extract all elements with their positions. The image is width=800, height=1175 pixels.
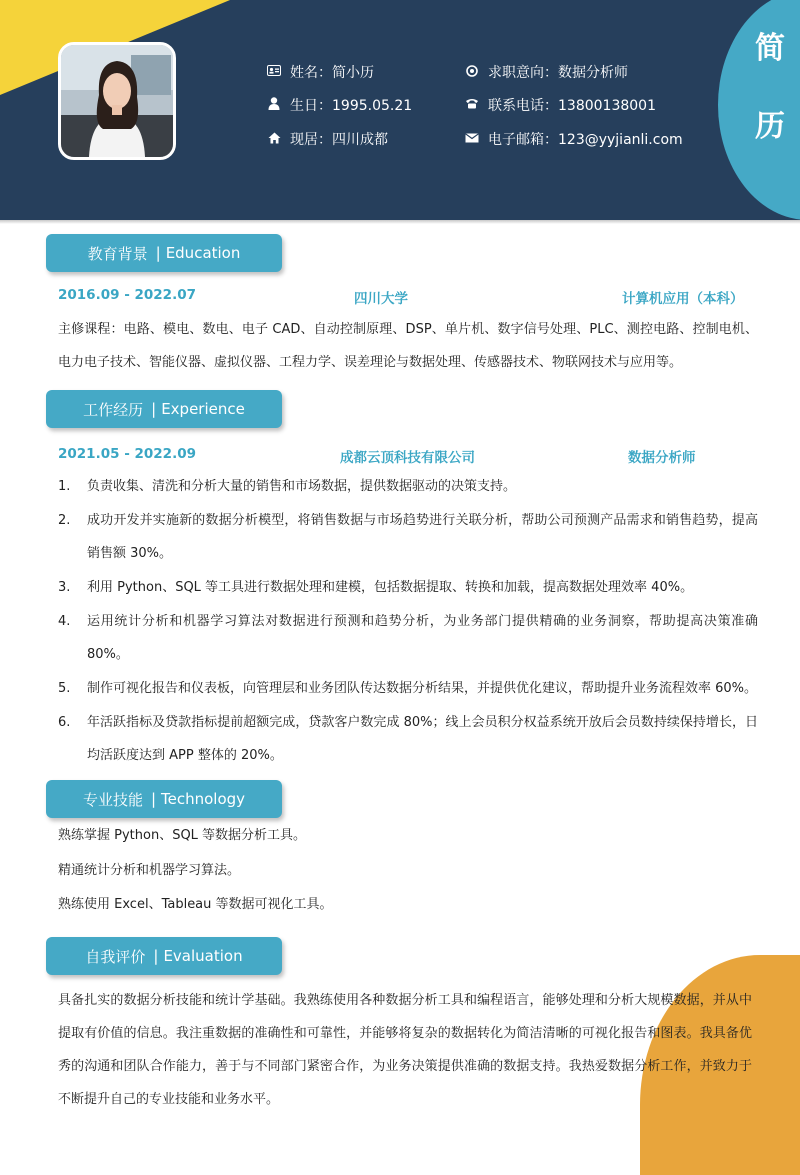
item-text: 利用 Python、SQL 等工具进行数据处理和建模，包括数据提取、转换和加载，提高数据处理效率 40%。 (87, 580, 694, 595)
info-residence (266, 129, 388, 149)
skill-item: 熟练使用 Excel、Tableau 等数据可视化工具。 (58, 897, 333, 912)
experience-item (58, 504, 758, 570)
experience-item (58, 706, 758, 772)
item-number: 5. (58, 681, 71, 696)
education-title-en: Education (165, 244, 241, 262)
title-separator: | (150, 790, 157, 808)
header-banner (0, 0, 800, 220)
education-period: 2016.09 - 2022.07 (58, 287, 196, 303)
experience-company: 成都云顶科技有限公司 (340, 450, 475, 466)
user-icon (266, 97, 282, 113)
experience-title: 工作经历 (83, 400, 144, 419)
item-number: 4. (58, 614, 71, 629)
evaluation-text: 具备扎实的数据分析技能和统计学基础。我熟练使用各种数据分析工具和编程语言，能够处理和分析大规模数据，并从中提取有价值的信息。我注重数据的准确性和可靠性，并能够将复杂的数据转化为简洁清晰的可视化报告和图表。我具备优秀的沟通和团队合作能力，善于与不同部门紧密合作，为业务决策提供准确的数据支持。我热爱数据分析工作，并致力于不断提升自己的专业技能和业务水平。 (58, 993, 752, 1107)
item-number: 6. (58, 715, 71, 730)
skills-title-en: Technology (161, 790, 246, 808)
education-major: 计算机应用（本科） (622, 291, 744, 307)
profile-photo (58, 42, 176, 160)
info-email (464, 129, 683, 149)
item-number: 2. (58, 513, 71, 528)
residence-text: 现居：四川成都 (290, 132, 388, 148)
home-icon (266, 132, 282, 147)
section-title-education (46, 234, 282, 272)
skill-item: 熟练掌握 Python、SQL 等数据分析工具。 (58, 828, 307, 843)
envelope-icon (464, 132, 480, 146)
item-text: 成功开发并实施新的数据分析模型，将销售数据与市场趋势进行关联分析，帮助公司预测产品需求和销售趋势，提高销售额 30%。 (87, 513, 758, 561)
email-text: 电子邮箱：123@yyjianli.com (488, 132, 683, 148)
evaluation-title-en: Evaluation (163, 947, 243, 965)
experience-title-en: Experience (161, 400, 245, 418)
item-text: 制作可视化报告和仪表板，向管理层和业务团队传达数据分析结果，并提供优化建议，帮助提升业务流程效率 60%。 (87, 681, 758, 696)
target-icon (464, 65, 480, 80)
info-name (266, 62, 374, 82)
birthday-text: 生日：1995.05.21 (290, 98, 413, 114)
title-separator: | (155, 244, 161, 262)
section-title-experience (46, 390, 282, 428)
item-number: 3. (58, 580, 71, 595)
experience-item (58, 605, 758, 671)
education-school: 四川大学 (354, 291, 408, 307)
phone-icon (464, 98, 480, 112)
education-courses: 主修课程：电路、模电、数电、电子 CAD、自动控制原理、DSP、单片机、数字信号处理、PLC、测控电路、控制电机、电力电子技术、智能仪器、虚拟仪器、工程力学、误差理论与数据处理、传感器技术、物联网技术与应用等。 (58, 322, 758, 370)
evaluation-title: 自我评价 (85, 947, 146, 966)
section-title-skills (46, 780, 282, 818)
id-card-icon (266, 65, 282, 79)
experience-item (58, 672, 758, 705)
title-char-li: 历 (755, 109, 785, 144)
info-phone (464, 95, 656, 115)
title-char-jian: 简 (755, 31, 785, 66)
experience-item (58, 470, 758, 503)
item-number: 1. (58, 479, 71, 494)
info-birthday (266, 95, 412, 115)
skills-title: 专业技能 (82, 790, 143, 809)
header-shadow (0, 220, 800, 224)
name-text: 姓名：简小历 (290, 65, 374, 81)
education-title: 教育背景 (87, 244, 148, 263)
title-separator: | (153, 947, 159, 965)
skill-item: 精通统计分析和机器学习算法。 (58, 863, 241, 878)
info-intention (464, 62, 628, 82)
item-text: 运用统计分析和机器学习算法对数据进行预测和趋势分析，为业务部门提供精确的业务洞察，帮助提高决策准确 80%。 (87, 614, 758, 662)
experience-period: 2021.05 - 2022.09 (58, 446, 196, 462)
experience-item (58, 571, 758, 604)
section-title-evaluation (46, 937, 282, 975)
intention-text: 求职意向：数据分析师 (488, 65, 628, 81)
item-text: 年活跃指标及贷款指标提前超额完成，贷款客户数完成 80%；线上会员积分权益系统开放后会员数持续保持增长，日均活跃度达到 APP 整体的 20%。 (87, 715, 758, 763)
item-text: 负责收集、清洗和分析大量的销售和市场数据，提供数据驱动的决策支持。 (87, 479, 517, 494)
experience-role: 数据分析师 (628, 450, 696, 466)
title-separator: | (151, 400, 157, 418)
portrait-image (61, 45, 173, 157)
phone-text: 联系电话：13800138001 (488, 98, 656, 114)
